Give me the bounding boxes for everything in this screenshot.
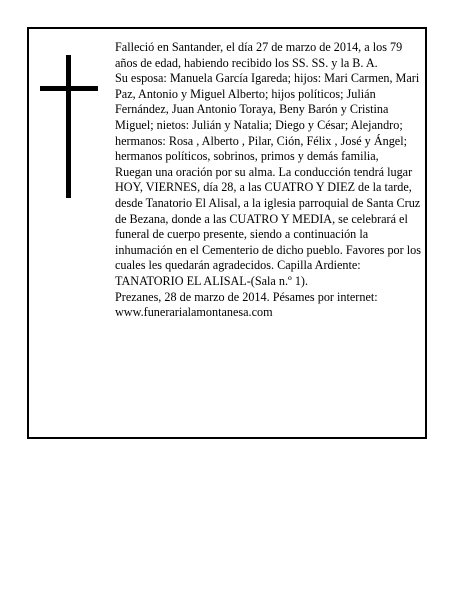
notice-text <box>115 40 421 321</box>
death-announcement: Falleció en Santander, el día 27 de marzo de 2014, a los 79 años de edad, habiendo recibido los SS. SS. y la B. A. <box>115 40 403 70</box>
funeral-details: Ruegan una oración por su alma. La conducción tendrá lugar HOY, VIERNES, día 28, a las CUATRO Y DIEZ de la tarde, desde Tanatorio El Alisal, a la iglesia parroquial de Santa Cruz de Bezana, donde a las CUATRO Y MEDIA, se celebrará el funeral de cuerpo presente, siendo a continuación la inhumación en el Cementerio de dicho pueblo. Favores por los cuales les quedarán agradecidos. Capilla Ardiente: TANATORIO EL ALISAL-(Sala n.º 1). <box>115 164 421 288</box>
place-date-text: Prezanes, 28 de marzo de 2014. Pésames por internet: <box>115 289 378 304</box>
obituary-notice <box>27 27 427 439</box>
website-link[interactable]: www.funerarialamontanesa.com <box>115 305 273 320</box>
family-list: Su esposa: Manuela García Igareda; hijos: Mari Carmen, Mari Paz, Antonio y Miguel Alberto; hijos políticos; Julián Fernández, Juan Antonio Toraya, Beny Barón y Cristina Miguel; nietos: Julián y Natalia; Diego y César; Alejandro; hermanos: Rosa , Alberto , Pilar, Ción, Félix , José y Ángel; hermanos políticos, sobrinos, primos y demás familia, <box>115 71 420 164</box>
place-date-line <box>115 290 421 321</box>
cross-horizontal-bar <box>40 86 98 91</box>
cross-vertical-bar <box>66 55 71 198</box>
latin-cross-icon <box>40 55 98 198</box>
